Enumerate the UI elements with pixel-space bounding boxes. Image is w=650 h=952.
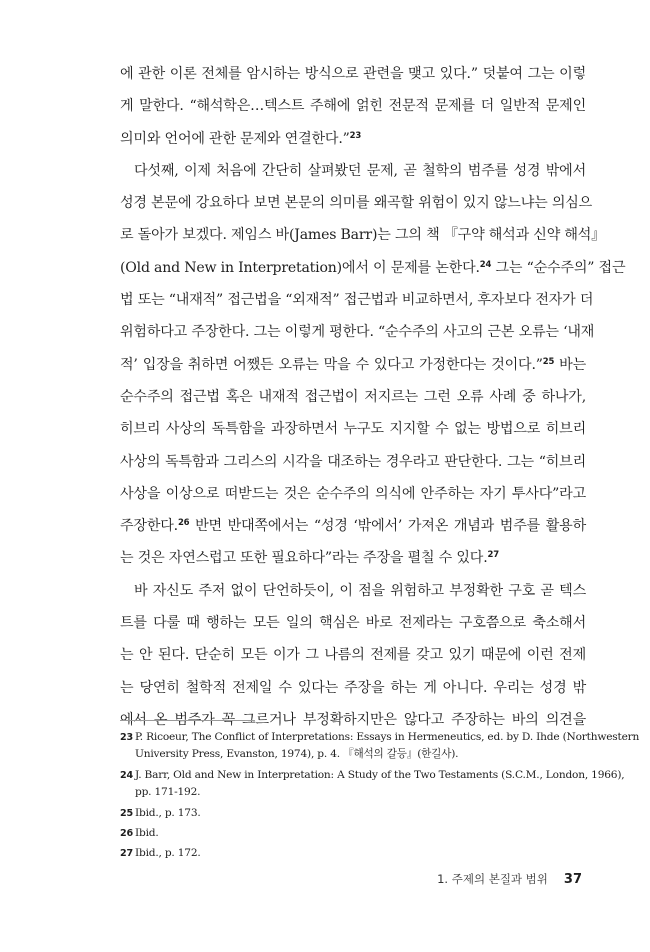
line-text: 에 관한 이론 전체를 암시하는 방식으로 관련을 맺고 있다.” 덧붙여 그는 이렇 [120, 66, 586, 82]
text-line [120, 607, 586, 639]
paragraph-3 [120, 575, 586, 736]
text-line [120, 349, 586, 381]
footnote-26 [120, 825, 588, 842]
chapter-title: 1. 주제의 본질과 범위 [437, 872, 548, 886]
text-line [120, 672, 586, 704]
footnotes [120, 729, 640, 866]
line-text: 위험하다고 주장한다. 그는 이렇게 평한다. “순수주의 사고의 근본 오류는 ‘내재 [120, 324, 595, 341]
line-text: 순수주의 접근법 혹은 내재적 접근법이 저지르는 그런 오류 사례 중 하나가, [120, 388, 586, 405]
footnote-ref-23[interactable]: 23 [349, 130, 362, 141]
line-text: 사상의 독특함과 그리스의 시각을 대조하는 경우라고 판단한다. 그는 “히브리 [120, 453, 586, 470]
line-text: 히브리 사상의 독특함을 과장하면서 누구도 지지할 수 없는 방법으로 히브리 [120, 421, 586, 438]
footnote-divider [120, 720, 255, 721]
footnote-23 [120, 729, 640, 764]
line-text: 법 또는 “내재적” 접근법을 “외재적” 접근법과 비교하면서, 후자보다 전자가 더 [120, 292, 594, 309]
line-text: 바 자신도 주저 없이 단언하듯이, 이 점을 위험하고 부정확한 구호 곧 텍스 [134, 582, 586, 599]
footnote-24 [120, 767, 625, 802]
text-line [120, 542, 586, 574]
text-line [120, 575, 586, 607]
text-line [120, 187, 593, 219]
text-line [120, 155, 586, 187]
footnote-text: Ibid., p. 173. [135, 806, 201, 819]
line-text: 게 말한다. “해석학은…텍스트 주해에 얽힌 전문적 문제를 더 일반적 문제인 [120, 98, 586, 115]
footnote-number: 25 [120, 807, 133, 819]
line-text: 는 당연히 철학적 전제일 수 있다는 주장을 하는 게 아니다. 우리는 성경 밖 [120, 679, 586, 696]
text-line [120, 252, 626, 284]
text-line [120, 639, 586, 671]
line-text-after: 그는 “순수주의” 접근 [491, 259, 626, 276]
footnote-ref-27[interactable]: 27 [487, 550, 499, 561]
line-text: (Old and New in Interpretation)에서 이 문제를 논한다. [120, 259, 480, 276]
footnote-number: 27 [120, 848, 133, 860]
line-text: 사상을 이상으로 떠받드는 것은 순수주의 의식에 안주하는 자기 투사다”라고 [120, 485, 586, 502]
line-text: 다섯째, 이제 처음에 간단히 살펴봤던 문제, 곧 철학의 범주를 성경 밖에서 [134, 162, 586, 179]
text-line [120, 381, 586, 413]
paragraph-1 [120, 58, 586, 155]
paragraph-2 [120, 155, 626, 575]
line-text-after: 바는 [554, 356, 586, 373]
footnote-number: 24 [120, 769, 133, 781]
footnote-text: Ibid. [135, 827, 159, 840]
footnote-number: 23 [120, 732, 133, 743]
line-text: 주장한다. [120, 518, 178, 535]
footnote-ref-24[interactable]: 24 [479, 259, 492, 270]
line-text: 적’ 입장을 취하면 어쨌든 오류는 막을 수 있다고 가정한다는 것이다.” [120, 356, 543, 373]
text-line [120, 478, 586, 510]
line-text: 로 돌아가 보겠다. 제임스 바(James Barr)는 그의 책 『구약 해석과 신약 해석』 [120, 227, 606, 244]
text-line [120, 284, 594, 316]
footnote-25 [120, 805, 588, 822]
text-line [120, 510, 586, 542]
text-line [120, 58, 586, 90]
line-text: 에서 온 범주가 꼭 그르거나 부정확하지만은 않다고 주장하는 바의 의견을 [120, 711, 586, 728]
line-text-after: 반면 반대쪽에서는 “성경 ‘밖에서’ 가져온 개념과 범주를 활용하 [189, 518, 586, 535]
footnote-27 [120, 845, 588, 862]
line-text: 는 것은 자연스럽고 또한 필요하다”라는 주장을 펼칠 수 있다. [120, 550, 488, 567]
text-line [120, 90, 586, 122]
line-text: 는 안 된다. 단순히 모든 이가 그 나름의 전제를 갖고 있기 때문에 이런 전제 [120, 647, 586, 664]
footnote-text: J. Barr, Old and New in Interpretation: A Study of the Two Testaments (S.C.M., London, 1966), [135, 768, 625, 781]
text-line [120, 123, 586, 155]
footnote-ref-25[interactable]: 25 [542, 356, 555, 367]
line-text: 성경 본문에 강요하다 보면 본문의 의미를 왜곡할 위험이 있지 않느냐는 의심으 [120, 195, 593, 212]
footnote-text: pp. 171-192. [135, 786, 201, 799]
footnote-text: P. Ricoeur, The Conflict of Interpretations: Essays in Hermeneutics, ed. by D. Ihde (Northwestern [135, 731, 640, 743]
body-text [120, 58, 626, 736]
text-line [120, 413, 586, 445]
footnote-number: 26 [120, 828, 133, 840]
line-text: 트를 다룰 때 행하는 모든 일의 핵심은 바로 전제라는 구호쯤으로 축소해서 [120, 615, 586, 632]
footnote-ref-26[interactable]: 26 [177, 518, 190, 529]
footnote-text: Ibid., p. 172. [135, 847, 201, 860]
footnote-text: University Press, Evanston, 1974), p. 4. 『해석의 갈등』(한길사). [135, 748, 459, 761]
text-line [120, 316, 595, 348]
page-number: 37 [563, 872, 582, 887]
line-text: 의미와 언어에 관한 문제와 연결한다.” [120, 130, 350, 147]
text-line [120, 446, 586, 478]
text-line [120, 219, 606, 251]
running-footer [437, 871, 582, 887]
